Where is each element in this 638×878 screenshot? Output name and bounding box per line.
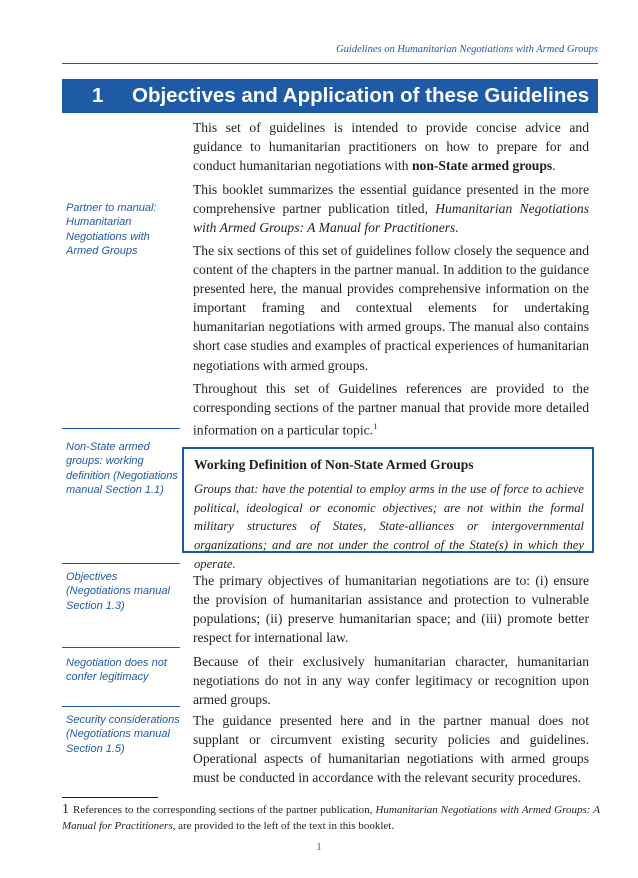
definition-title: Working Definition of Non-State Armed Groups — [194, 457, 474, 472]
footnote-rule — [62, 797, 158, 798]
paragraph-sections: The six sections of this set of guidelines follow closely the sequence and content of the chapters in the partner manual. In addition to the guidance presented here, the manual provides comprehensive information on the important framing and contextual elements for undertaking humanitarian negotiations with armed groups. The manual also contains short case studies and examples of practical experiences of humanitarian negotiations with armed groups. — [193, 243, 589, 373]
paragraph-text: This booklet summarizes the essential guidance presented in the more comprehensive partner publication titled, — [193, 182, 589, 217]
margin-rule — [62, 428, 180, 429]
definition-text: Groups that: have the potential to employ arms in the use of force to achieve political, ideological or economic objectives; are not within the formal military structures of States, State-alliances or intergovernmental organizations; and are not under the control of the State(s) in which they operate. — [194, 482, 584, 571]
paragraph-text: . — [552, 158, 556, 174]
margin-rule — [62, 647, 180, 648]
footnote — [62, 802, 600, 834]
paragraph-italic: Humanitarian Negotiations with Armed Groups: A Manual for Practitioners. — [193, 201, 589, 236]
footnote-number: 1 — [62, 802, 69, 817]
paragraph-intro — [193, 118, 589, 175]
footnote-reference: 1 — [373, 421, 378, 432]
chapter-title-bar — [62, 79, 598, 113]
paragraph-summary — [193, 180, 589, 237]
paragraph-legitimacy: Because of their exclusively humanitarian character, humanitarian negotiations do not in any way confer legitimacy or recognition upon armed groups. — [193, 654, 589, 708]
chapter-title: Objectives and Application of these Guidelines — [132, 84, 590, 107]
margin-note-objectives: Objectives (Negotiations manual Section 1.3) — [66, 571, 170, 612]
footnote-text: References to the corresponding sections of the partner publication, — [73, 804, 376, 816]
page-number: 1 — [316, 842, 322, 853]
margin-note-security: Security considerations (Negotiations manual Section 1.5) — [66, 714, 180, 755]
margin-note-partner-manual: Partner to manual: Humanitarian Negotiations with Armed Groups — [66, 202, 157, 257]
footnote-text: are provided to the left of the text in this booklet. — [175, 819, 395, 832]
margin-rule — [62, 563, 180, 564]
paragraph-text: This set of guidelines is intended to provide concise advice and guidance to humanitarian practitioners on how to prepare for and conduct humanitarian negotiations with — [193, 120, 589, 174]
margin-rule — [62, 706, 180, 707]
paragraph-security: The guidance presented here and in the partner manual does not supplant or circumvent existing security policies and guidelines. Operational aspects of humanitarian negotiations with armed groups must be conducted in accordance with the relevant security procedures. — [193, 713, 589, 786]
paragraph-references — [193, 379, 589, 440]
chapter-number: 1 — [92, 84, 104, 107]
header-rule — [62, 63, 598, 64]
paragraph-text: Throughout this set of Guidelines references are provided to the corresponding sections of the partner manual that provide more detailed information on a particular topic. — [193, 381, 589, 438]
paragraph-objectives: The primary objectives of humanitarian negotiations are to: (i) ensure the provision of humanitarian assistance and protection to vulnerable populations; (ii) preserve humanitarian space; and (iii) promote better respect for international law. — [193, 573, 589, 646]
running-header: Guidelines on Humanitarian Negotiations with Armed Groups — [336, 44, 598, 55]
margin-note-non-state: Non-State armed groups: working definition (Negotiations manual Section 1.1) — [66, 441, 178, 496]
footnote-italic: Humanitarian Negotiations with Armed Groups: A Manual for Practitioners, — [62, 804, 600, 832]
definition-box — [182, 447, 594, 571]
margin-note-legitimacy: Negotiation does not confer legitimacy — [66, 657, 167, 684]
paragraph-bold: non-State armed groups — [411, 158, 553, 174]
